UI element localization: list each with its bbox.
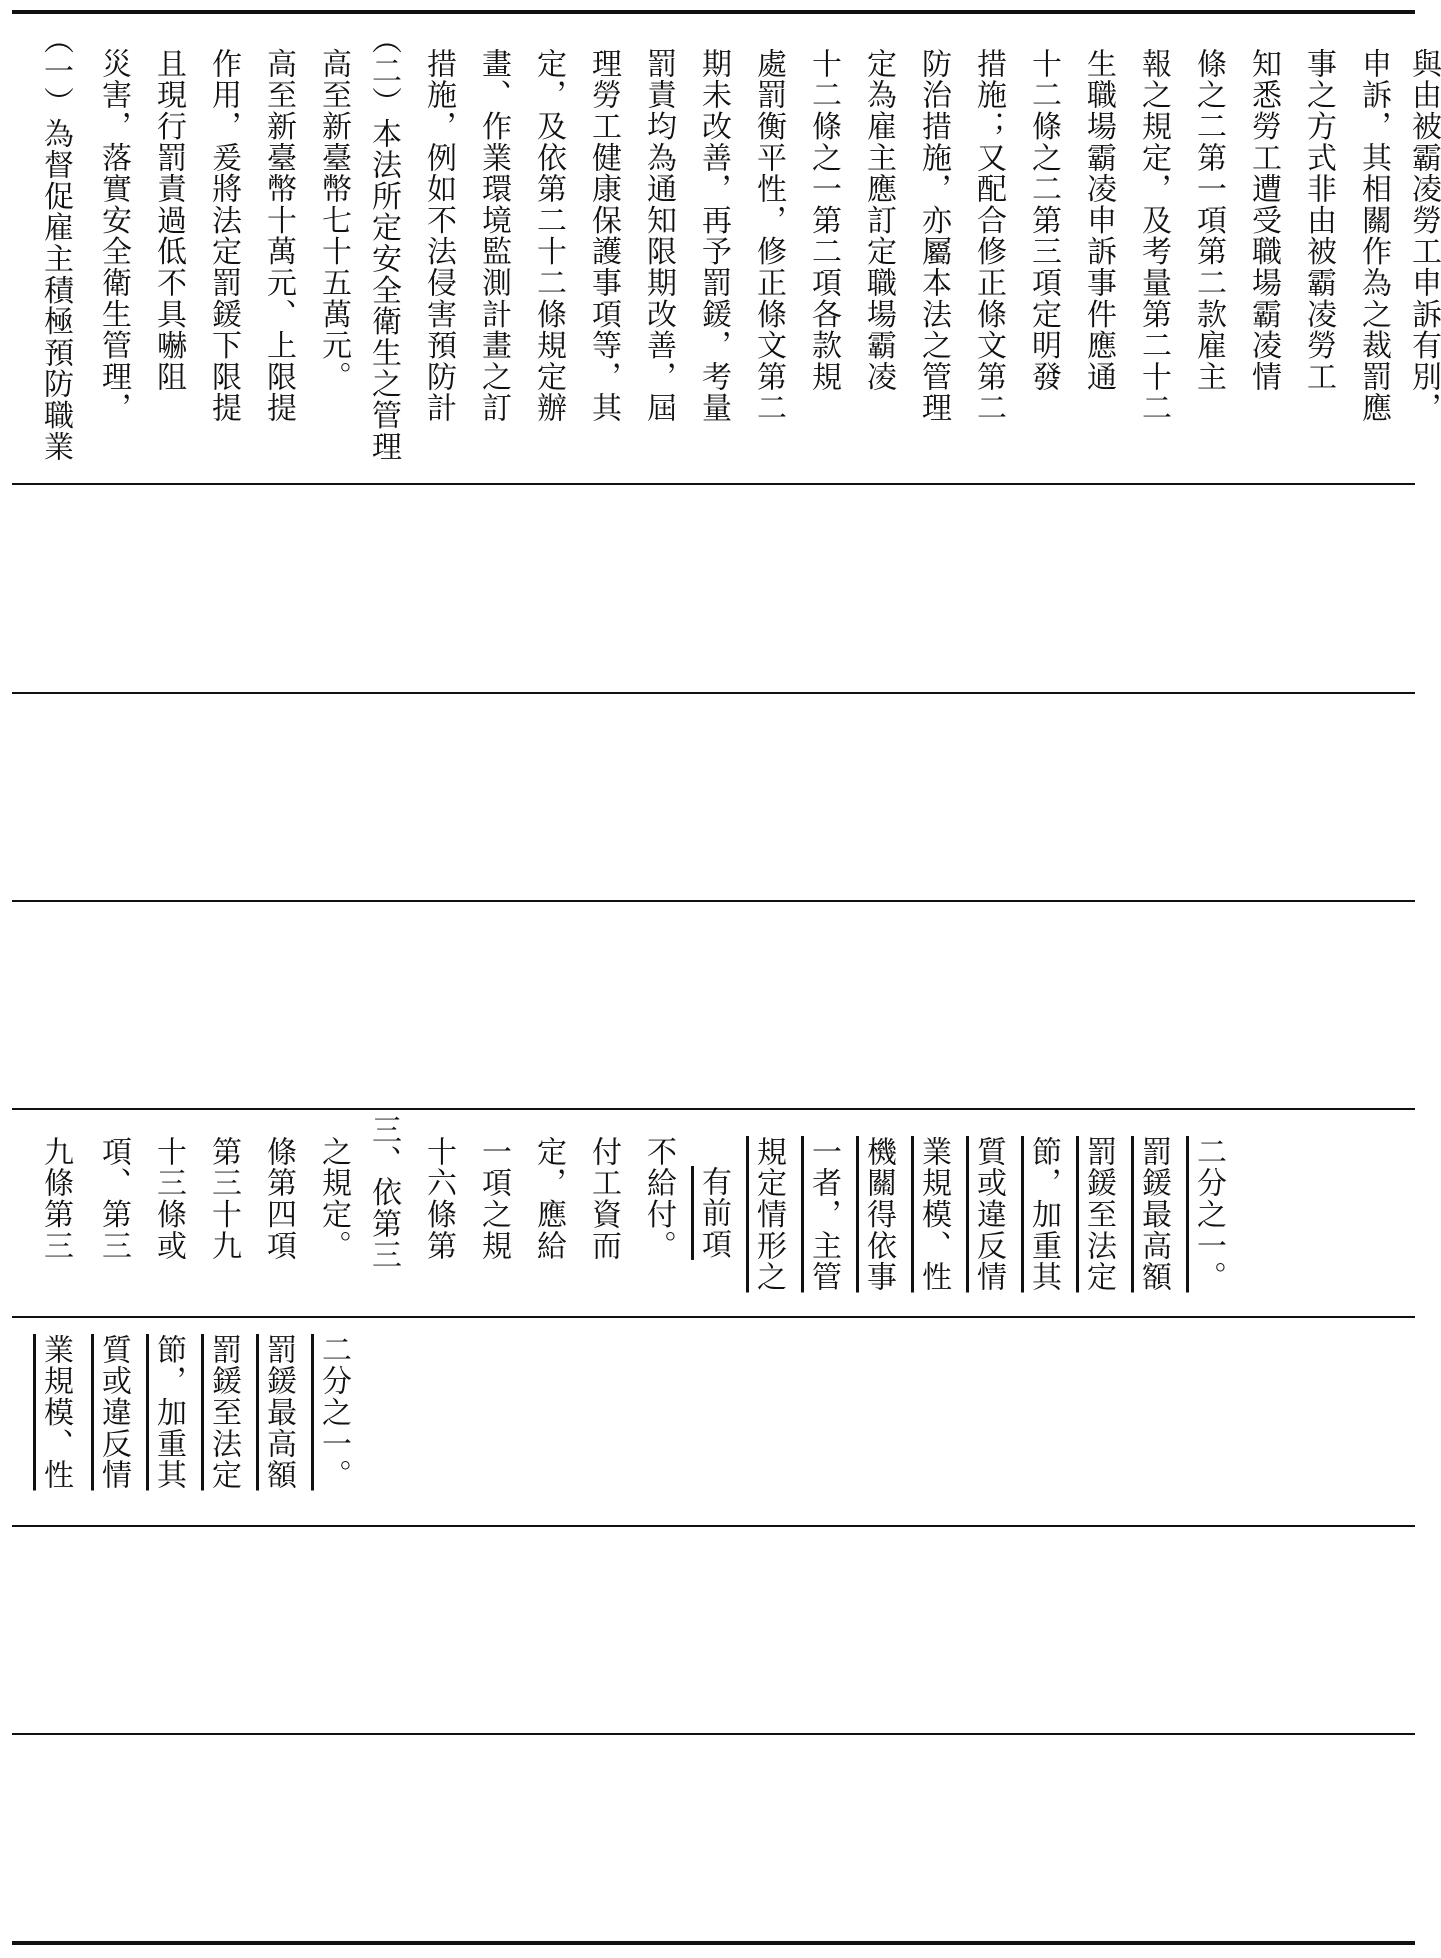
text-column: 作用，爰將法定罰鍰下限提: [206, 48, 241, 424]
text-column: 條之二第一項第二款雇主: [1191, 48, 1226, 393]
text-column: 項、第三: [96, 1136, 131, 1262]
text-column: 災害，落實安全衛生管理，: [96, 48, 131, 424]
text-column: 規定情形之: [751, 1136, 786, 1293]
table-bottom-rule: [12, 1941, 1415, 1945]
empty-cell: [12, 694, 1415, 899]
text-column: 之規定。: [316, 1136, 351, 1262]
text-column: 十二條之一第二項各款規: [806, 48, 841, 393]
text-column: 質或違反情: [971, 1136, 1006, 1293]
text-column: 處罰衡平性，修正條文第二: [751, 48, 786, 424]
text-column: （二）本法所定安全衛生之管理: [366, 24, 401, 463]
text-column: 業規模、性: [916, 1136, 951, 1293]
text-column: 不給付。: [641, 1136, 676, 1262]
text-column: 定，及依第二十二條規定辦: [531, 48, 566, 424]
text-column: 十三條或: [151, 1136, 186, 1262]
text-column: 報之規定，及考量第二十二: [1136, 48, 1171, 424]
text-column: 十六條第: [421, 1136, 456, 1262]
text-column: 知悉勞工遭受職場霸凌情: [1246, 48, 1281, 393]
text-column: 十二條之二第三項定明發: [1026, 48, 1061, 393]
text-column: 高至新臺幣七十五萬元。: [316, 48, 351, 393]
text-column: 生職場霸凌申訴事件應通: [1081, 48, 1116, 393]
text-column: 罰鍰最高額: [1136, 1136, 1171, 1293]
text-column: 且現行罰責過低不具嚇阻: [151, 48, 186, 393]
text-column: 條第四項: [261, 1136, 296, 1262]
text-column: 一者，主管: [806, 1136, 841, 1293]
text-column: 有前項: [696, 1166, 731, 1260]
empty-cell: [12, 902, 1415, 1107]
text-column: 節，加重其: [1026, 1136, 1061, 1293]
text-column: 二分之一。: [1191, 1136, 1226, 1293]
text-column: 質或違反情: [96, 1334, 131, 1491]
text-column: 第三十九: [206, 1136, 241, 1262]
text-column: （一）為督促雇主積極預防職業: [38, 24, 73, 463]
amendment-cell: [12, 1318, 1415, 1524]
empty-cell: [12, 1527, 1415, 1732]
text-column: 付工資而: [586, 1136, 621, 1262]
text-column: 九條第三: [38, 1136, 73, 1262]
text-column: 期未改善，再予罰鍰，考量: [696, 48, 731, 424]
text-column: 二分之一。: [316, 1334, 351, 1491]
text-column: 事之方式非由被霸凌勞工: [1301, 48, 1336, 393]
text-column: 節，加重其: [151, 1334, 186, 1491]
text-column: 罰鍰至法定: [1081, 1136, 1116, 1293]
text-column: 理勞工健康保護事項等，其: [586, 48, 621, 424]
text-column: 措施；又配合修正條文第二: [971, 48, 1006, 424]
text-column: 措施，例如不法侵害預防計: [421, 48, 456, 424]
text-column: 機關得依事: [861, 1136, 896, 1293]
empty-cell: [12, 485, 1415, 691]
text-column: 畫、作業環境監測計畫之訂: [476, 48, 511, 424]
text-column: 罰責均為通知限期改善，屆: [641, 48, 676, 424]
text-column: 一項之規: [476, 1136, 511, 1262]
text-column: 高至新臺幣十萬元、上限提: [261, 48, 296, 424]
explanation-cell: [12, 14, 1441, 482]
text-column: 業規模、性: [38, 1334, 73, 1491]
text-column: 防治措施，亦屬本法之管理: [916, 48, 951, 424]
text-column: 定，應給: [531, 1136, 566, 1262]
text-column: 罰鍰最高額: [261, 1334, 296, 1491]
text-column: 與由被霸凌勞工申訴有別，: [1406, 48, 1441, 424]
text-column: 申訴，其相關作為之裁罰應: [1356, 48, 1391, 424]
current-provision-cell: [12, 1110, 1415, 1315]
text-column: 定為雇主應訂定職場霸凌: [861, 48, 896, 393]
empty-cell: [12, 1735, 1415, 1940]
text-column: 罰鍰至法定: [206, 1334, 241, 1491]
text-column: 三、依第三: [366, 1114, 401, 1271]
